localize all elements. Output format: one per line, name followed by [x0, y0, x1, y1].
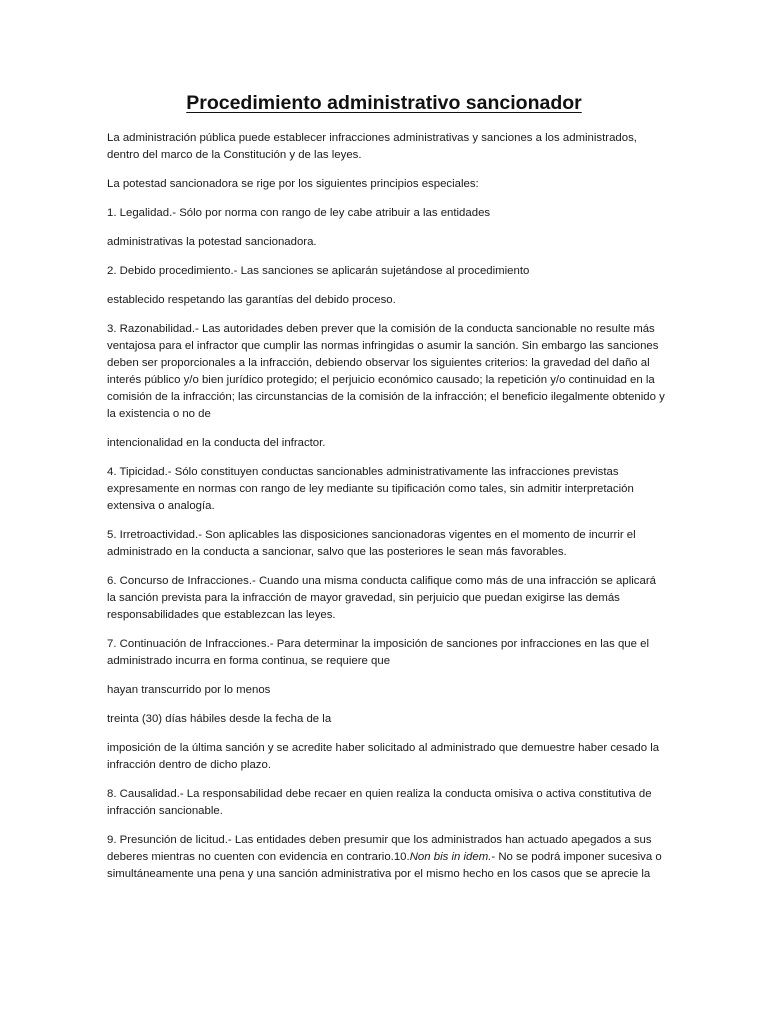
paragraph-presuncion-licitud: [107, 832, 667, 883]
paragraph-irretroactividad: 5. Irretroactividad.- Son aplicables las disposiciones sancionadoras vigentes en el momento de incurrir el administrado en la conducta a sancionar, salvo que las posteriores le sean más favorables.: [107, 529, 636, 558]
paragraph-continuacion: 7. Continuación de Infracciones.- Para determinar la imposición de sanciones por infracciones en las que el administrado incurra en forma continua, se requiere que: [107, 638, 649, 667]
paragraph-legalidad: 1. Legalidad.- Sólo por norma con rango de ley cabe atribuir a las entidades: [107, 207, 491, 219]
page-title: Procedimiento administrativo sancionador: [186, 92, 582, 114]
paragraph-debido-procedimiento-cont: establecido respetando las garantías del debido proceso.: [107, 294, 396, 306]
document-body: [107, 130, 667, 895]
paragraph-continuacion-cont-2: treinta (30) días hábiles desde la fecha de la: [107, 713, 332, 725]
presuncion-text: 9. Presunción de licitud.- Las entidades deben presumir que los administrados han actuado apegados a sus deberes mientras no cuenten con evidencia en contrario.10.: [107, 834, 652, 863]
non-bis-in-idem-text: - No se podrá imponer sucesiva o simultáneamente una pena y una sanción administrativa por el mismo hecho en los casos que se aprecie la: [107, 851, 662, 880]
paragraph-legalidad-cont: administrativas la potestad sancionadora.: [107, 236, 317, 248]
paragraph-tipicidad: 4. Tipicidad.- Sólo constituyen conductas sancionables administrativamente las infracciones previstas expresamente en normas con rango de ley mediante su tipificación como tales, sin admitir interpretación extensiva o analogía.: [107, 466, 634, 512]
paragraph-continuacion-cont-1: hayan transcurrido por lo menos: [107, 684, 271, 696]
non-bis-in-idem-label: Non bis in idem.: [409, 851, 492, 863]
paragraph-razonabilidad: 3. Razonabilidad.- Las autoridades deben prever que la comisión de la conducta sancionable no resulte más ventajosa para el infractor que cumplir las normas infringidas o asumir la sanción. Sin embargo las sanciones deben ser proporcionales a la infracción, debiendo observar los siguientes criterios: la gravedad del daño al interés público y/o bien jurídico protegido; el perjuicio económico causado; la repetición y/o continuidad en la comisión de la infracción; las circunstancias de la comisión de la infracción; el beneficio ilegalmente obtenido y la existencia o no de: [107, 323, 665, 420]
paragraph-concurso: 6. Concurso de Infracciones.- Cuando una misma conducta califique como más de una infracción se aplicará la sanción prevista para la infracción de mayor gravedad, sin perjuicio que puedan exigirse las demás responsabilidades que establezcan las leyes.: [107, 575, 656, 621]
paragraph-continuacion-cont-3: imposición de la última sanción y se acredite haber solicitado al administrado que demuestre haber cesado la infracción dentro de dicho plazo.: [107, 742, 660, 771]
paragraph-debido-procedimiento: 2. Debido procedimiento.- Las sanciones se aplicarán sujetándose al procedimiento: [107, 265, 530, 277]
paragraph-razonabilidad-cont: intencionalidad en la conducta del infractor.: [107, 437, 326, 449]
paragraph-principles-intro: La potestad sancionadora se rige por los siguientes principios especiales:: [107, 178, 479, 190]
paragraph-causalidad: 8. Causalidad.- La responsabilidad debe recaer en quien realiza la conducta omisiva o activa constitutiva de infracción sancionable.: [107, 788, 652, 817]
paragraph-intro: La administración pública puede establecer infracciones administrativas y sanciones a los administrados, dentro del marco de la Constitución y de las leyes.: [107, 132, 637, 161]
